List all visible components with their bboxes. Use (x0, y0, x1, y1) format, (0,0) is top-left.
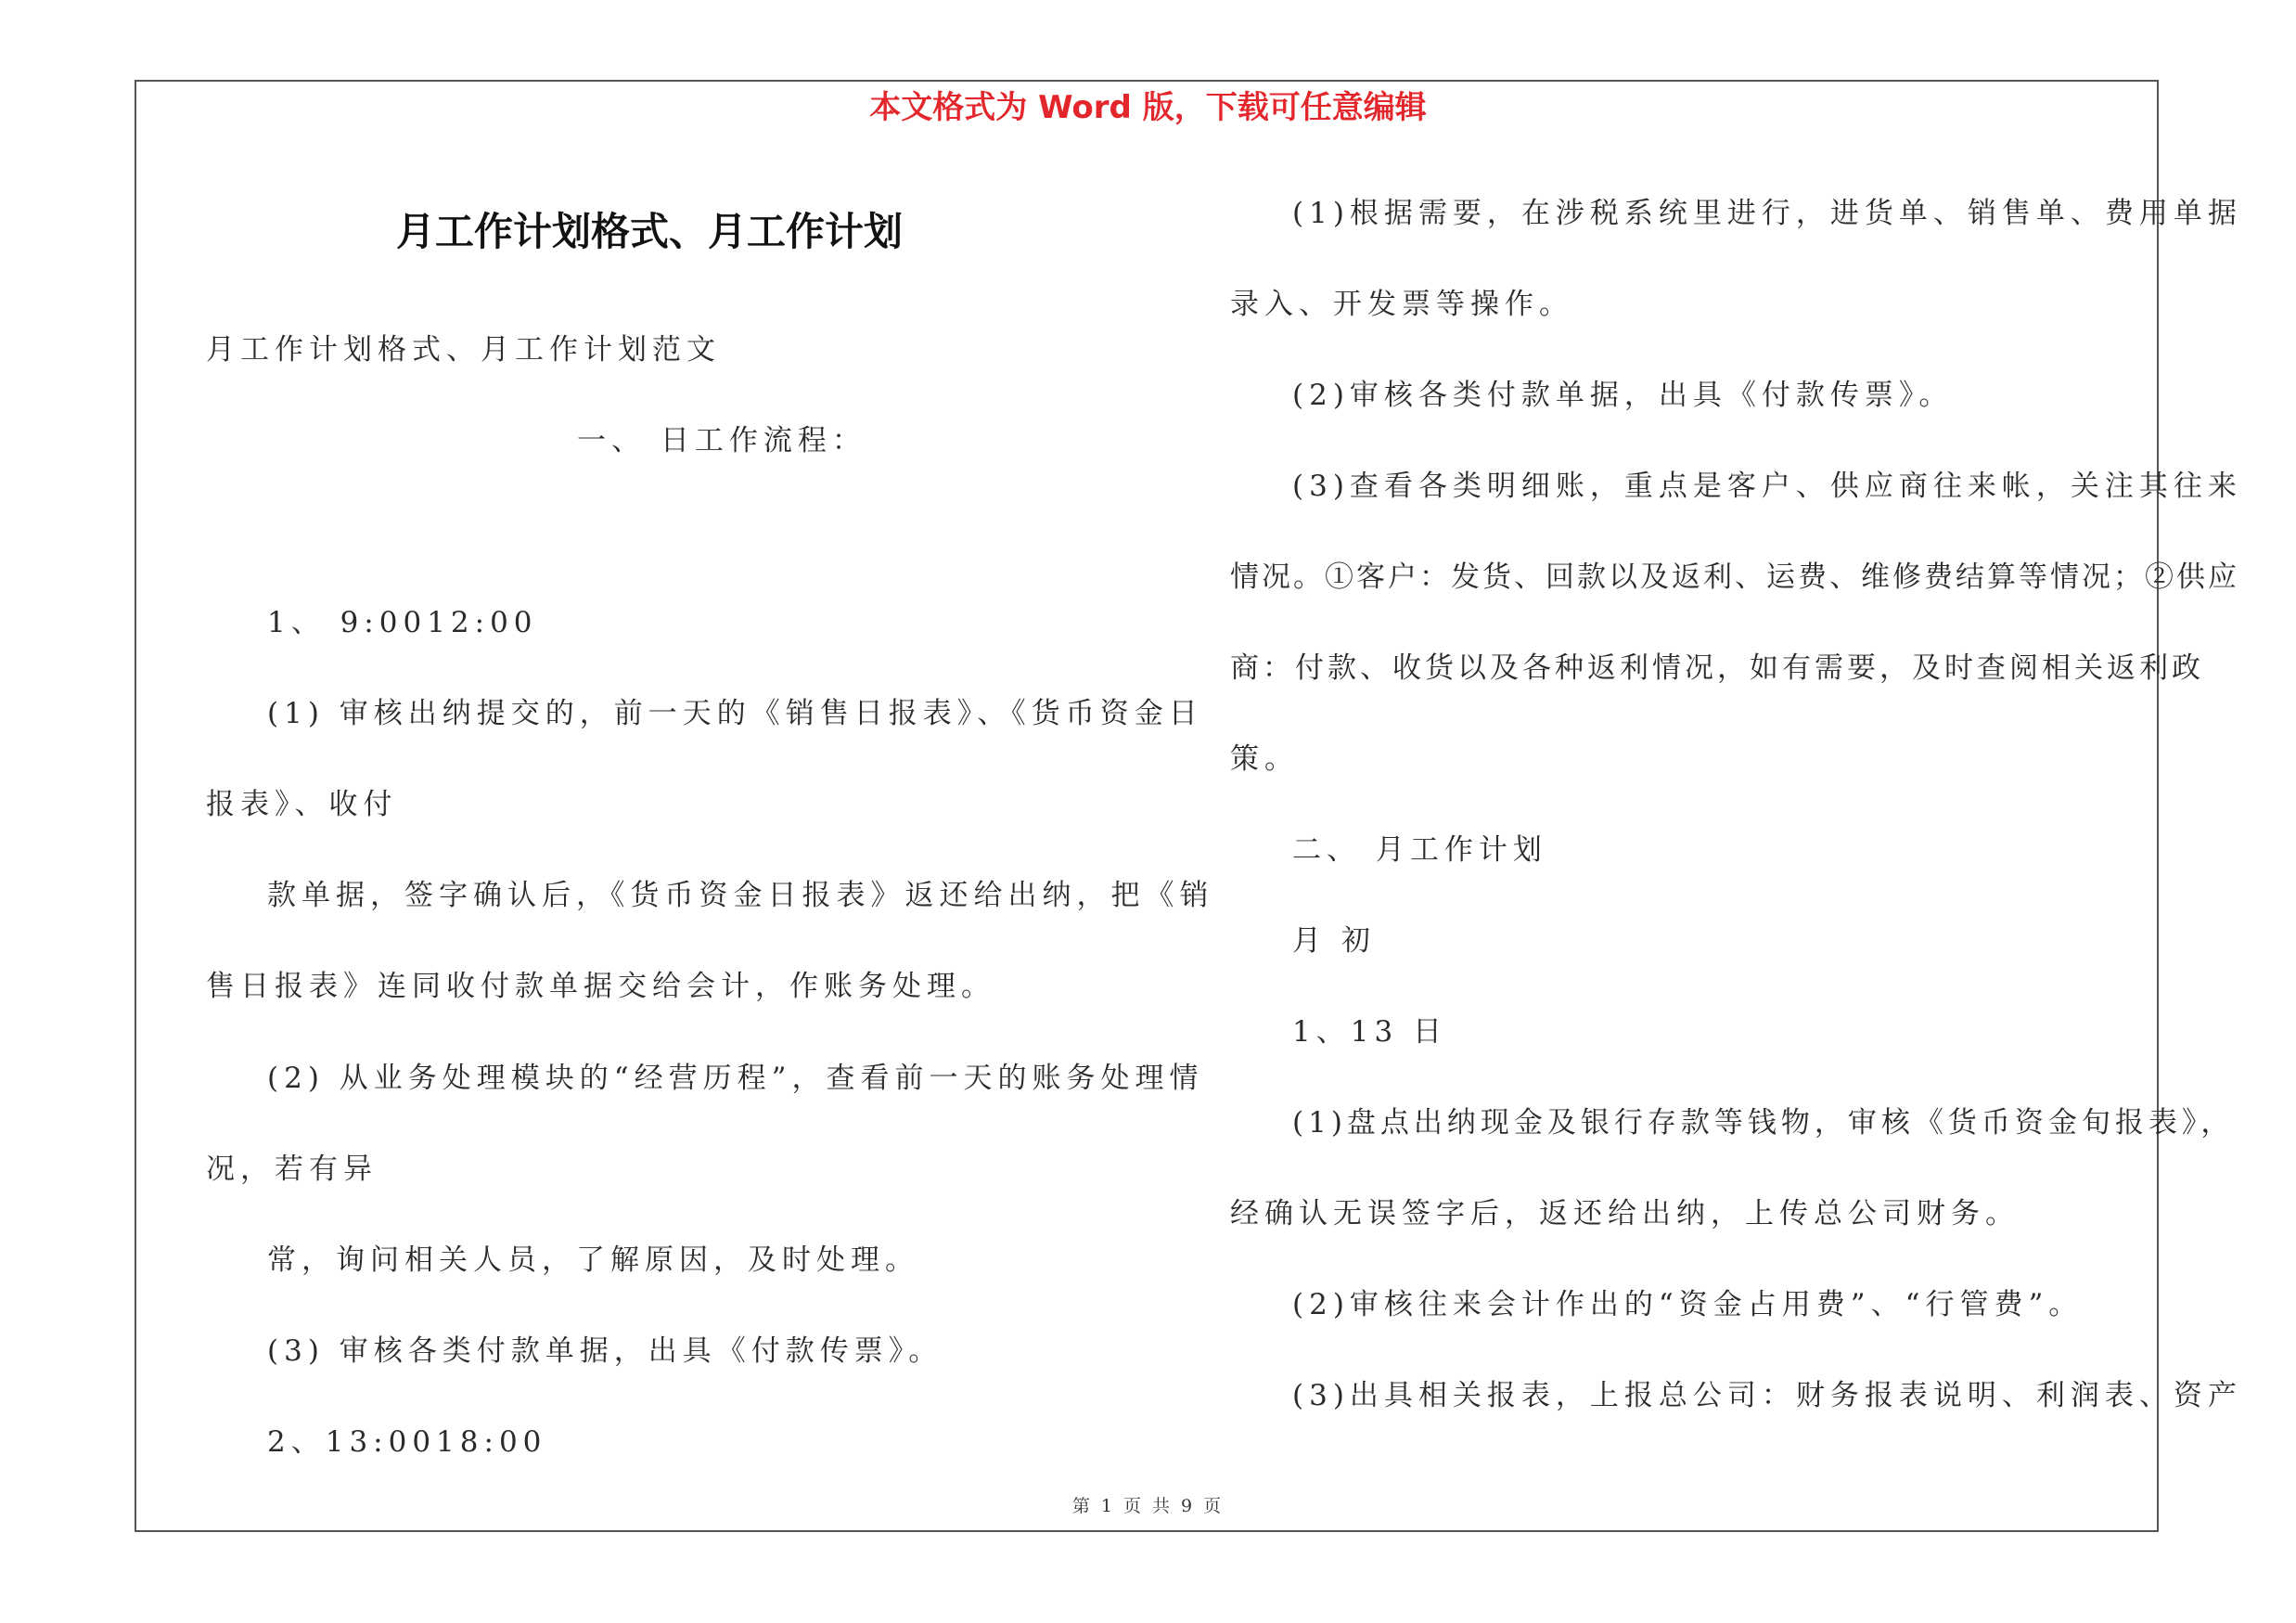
right-line-2: (2)审核各类付款单据，出具《付款传票》。 (1292, 379, 1954, 412)
word-format-banner: 本文格式为 Word 版，下载可任意编辑 (869, 89, 1427, 126)
left-line-0: 月工作计划格式、月工作计划范文 (206, 333, 721, 367)
right-line-4: 情况。①客户：发货、回款以及返利、运费、维修费结算等情况；②供应 (1230, 560, 2239, 594)
page-number-footer: 第 1 页 共 9 页 (1071, 1496, 1225, 1516)
left-line-4: 报表》、收付 (206, 788, 398, 821)
right-line-5: 商：付款、收货以及各种返利情况，如有需要，及时查阅相关返利政 (1230, 651, 2204, 685)
right-line-9: 1、13 日 (1292, 1015, 1448, 1049)
document-title: 月工作计划格式、月工作计划 (395, 209, 903, 254)
left-line-8: 况，若有异 (206, 1153, 378, 1186)
right-line-1: 录入、开发票等操作。 (1230, 288, 1573, 321)
left-line-1: 一、 日工作流程： (577, 424, 866, 457)
left-line-7: (2) 从业务处理模块的“经营历程”，查看前一天的账务处理情 (267, 1062, 1204, 1095)
right-line-8: 月 初 (1292, 924, 1376, 958)
right-line-12: (2)审核往来会计作出的“资金占用费”、“行管费”。 (1292, 1288, 2084, 1321)
left-line-5: 款单据，签字确认后，《货币资金日报表》返还给出纳，把《销 (267, 879, 1214, 912)
right-line-7: 二、 月工作计划 (1292, 833, 1547, 867)
left-line-2: 1、 9:0012:00 (267, 606, 538, 639)
right-line-3: (3)查看各类明细账，重点是客户、供应商往来帐，关注其往来 (1292, 470, 2242, 503)
right-line-13: (3)出具相关报表，上报总公司：财务报表说明、利润表、资产 (1292, 1379, 2242, 1412)
right-line-10: (1)盘点出纳现金及银行存款等钱物，审核《货币资金旬报表》， (1292, 1106, 2235, 1140)
right-line-11: 经确认无误签字后，返还给出纳，上传总公司财务。 (1230, 1197, 2020, 1230)
left-line-3: (1) 审核出纳提交的，前一天的《销售日报表》、《货币资金日 (267, 697, 1203, 730)
left-line-10: (3) 审核各类付款单据，出具《付款传票》。 (267, 1334, 943, 1368)
left-line-11: 2、13:0018:00 (267, 1425, 547, 1459)
left-line-6: 售日报表》连同收付款单据交给会计，作账务处理。 (206, 970, 995, 1003)
right-line-0: (1)根据需要，在涉税系统里进行，进货单、销售单、费用单据 (1292, 197, 2242, 230)
left-line-9: 常，询问相关人员，了解原因，及时处理。 (267, 1243, 919, 1277)
right-line-6: 策。 (1230, 742, 1299, 776)
